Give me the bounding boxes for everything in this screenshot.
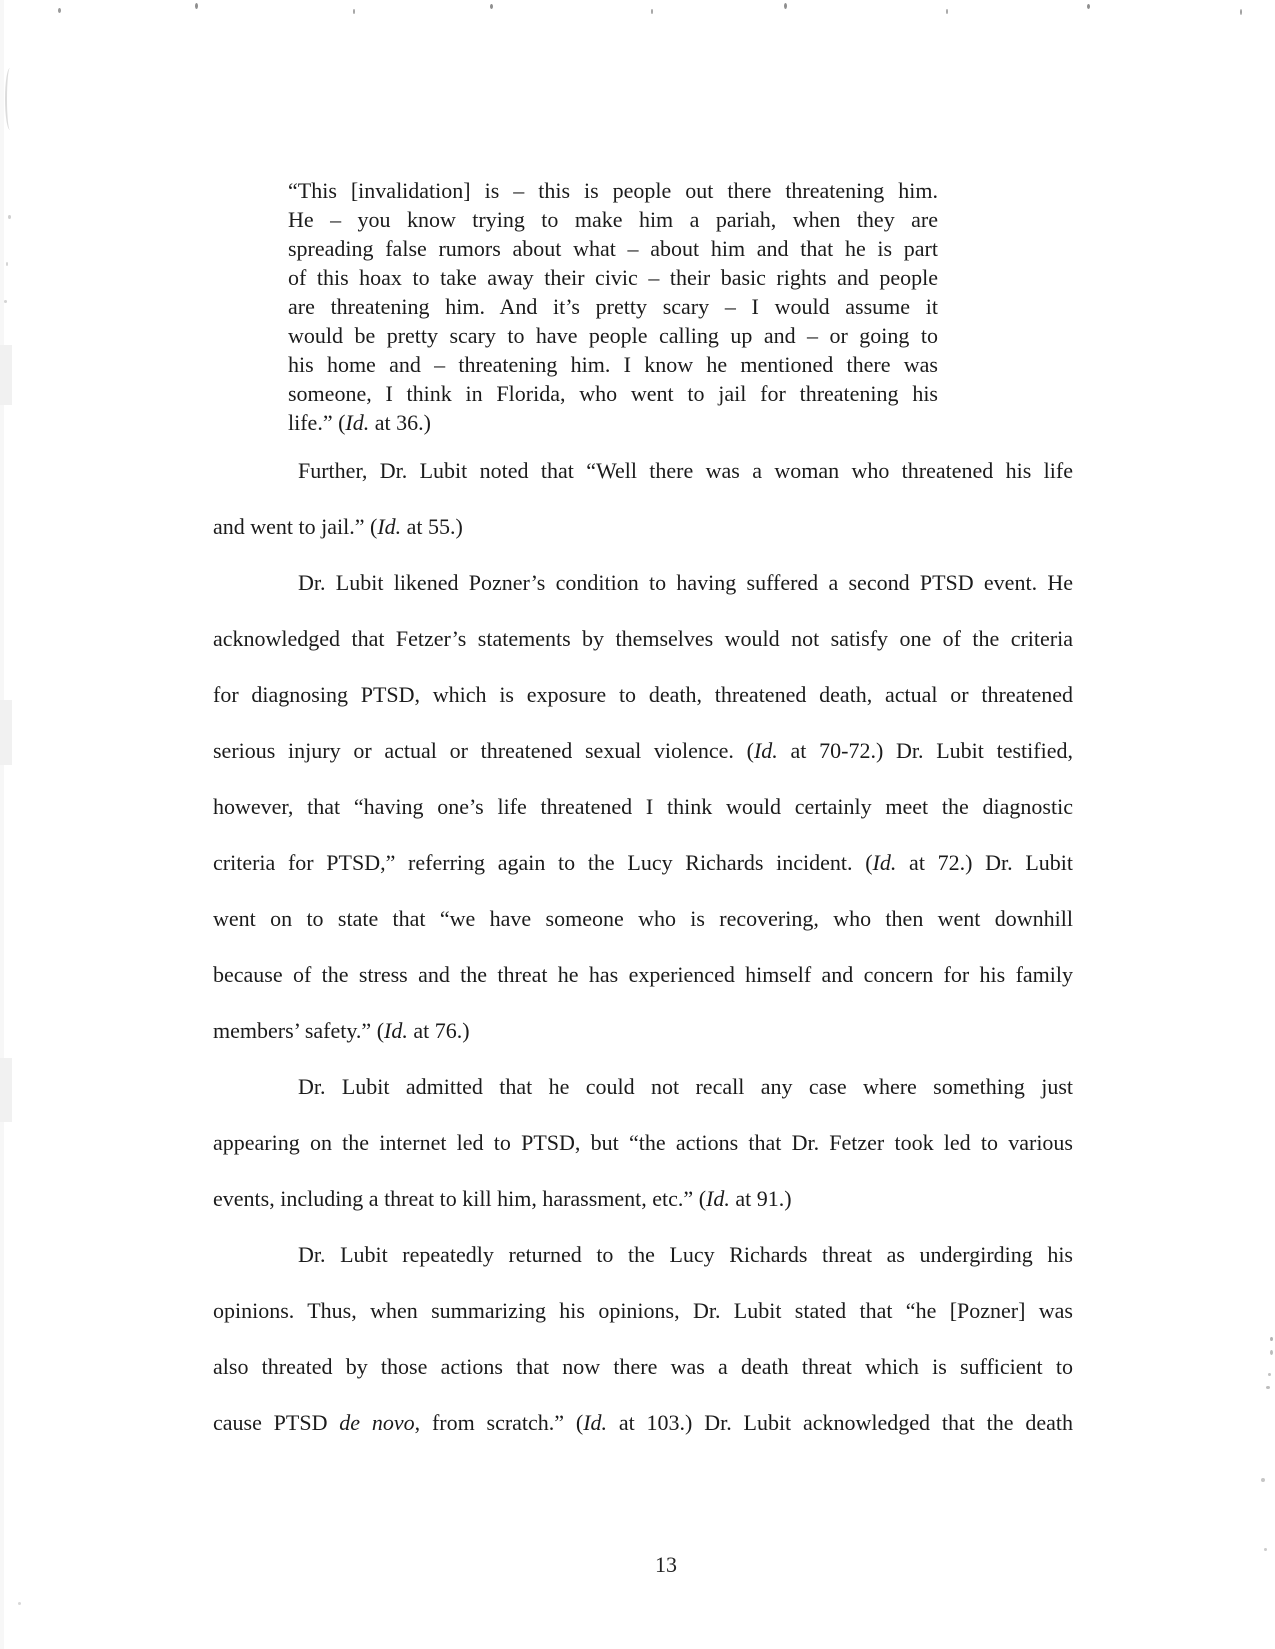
body-text bbox=[213, 443, 1073, 1451]
text-line: Further, Dr. Lubit noted that “Well there was a woman who threatened his life bbox=[298, 458, 1073, 483]
text-line: because of the stress and the threat he has experienced himself and concern for his family bbox=[213, 962, 1073, 987]
text-line: Dr. Lubit admitted that he could not recall any case where something just bbox=[298, 1074, 1073, 1099]
text-line: opinions. Thus, when summarizing his opinions, Dr. Lubit stated that “he [Pozner] was bbox=[213, 1298, 1073, 1323]
paragraph bbox=[213, 443, 1073, 555]
scan-artifact bbox=[18, 1602, 21, 1605]
scan-artifact bbox=[0, 1058, 12, 1122]
text-line: went on to state that “we have someone who is recovering, who then went downhill bbox=[213, 906, 1073, 931]
scan-artifact bbox=[1268, 1373, 1271, 1376]
text-line: spreading false rumors about what – about him and that he is part bbox=[288, 236, 938, 261]
text-line: are threatening him. And it’s pretty scary – I would assume it bbox=[288, 294, 938, 319]
scan-artifact bbox=[58, 8, 61, 13]
text-line: Dr. Lubit likened Pozner’s condition to having suffered a second PTSD event. He bbox=[298, 570, 1073, 595]
text-line: He – you know trying to make him a pariah, when they are bbox=[288, 207, 938, 232]
paragraph bbox=[213, 1227, 1073, 1451]
scan-artifact bbox=[0, 700, 12, 765]
text-line: appearing on the internet led to PTSD, but “the actions that Dr. Fetzer took led to various bbox=[213, 1130, 1073, 1155]
text-line: his home and – threatening him. I know he mentioned there was bbox=[288, 352, 938, 377]
text-line: and went to jail.” (Id. at 55.) bbox=[213, 514, 463, 539]
scan-artifact bbox=[6, 262, 8, 266]
text-line: for diagnosing PTSD, which is exposure to death, threatened death, actual or threatened bbox=[213, 682, 1073, 707]
scan-artifact bbox=[1266, 1386, 1270, 1389]
scan-artifact bbox=[5, 68, 15, 130]
text-line: members’ safety.” (Id. at 76.) bbox=[213, 1018, 470, 1043]
scan-artifact bbox=[353, 9, 355, 14]
text-line: criteria for PTSD,” referring again to the Lucy Richards incident. (Id. at 72.) Dr. Lubit bbox=[213, 850, 1073, 875]
scan-artifact bbox=[651, 9, 653, 14]
scan-artifact bbox=[784, 3, 787, 9]
scan-artifact bbox=[1087, 4, 1090, 9]
scan-artifact bbox=[1264, 1548, 1267, 1551]
scan-artifact bbox=[1270, 1350, 1273, 1355]
paragraph bbox=[213, 555, 1073, 1059]
scan-artifact bbox=[4, 300, 7, 303]
text-line: however, that “having one’s life threatened I think would certainly meet the diagnostic bbox=[213, 794, 1073, 819]
text-line: acknowledged that Fetzer’s statements by themselves would not satisfy one of the criteria bbox=[213, 626, 1073, 651]
scan-artifact bbox=[946, 9, 948, 14]
text-line: cause PTSD de novo, from scratch.” (Id. at 103.) Dr. Lubit acknowledged that the death bbox=[213, 1410, 1073, 1435]
block-quote bbox=[288, 176, 938, 437]
text-line: also threated by those actions that now there was a death threat which is sufficient to bbox=[213, 1354, 1073, 1379]
scan-artifact bbox=[195, 3, 198, 9]
text-line: of this hoax to take away their civic – their basic rights and people bbox=[288, 265, 938, 290]
paragraph bbox=[213, 1059, 1073, 1227]
scan-artifact bbox=[490, 4, 493, 9]
text-line: “This [invalidation] is – this is people out there threatening him. bbox=[288, 178, 938, 203]
scan-artifact bbox=[1261, 1478, 1265, 1482]
text-line: serious injury or actual or threatened sexual violence. (Id. at 70-72.) Dr. Lubit testified, bbox=[213, 738, 1073, 763]
scan-artifact bbox=[1270, 1337, 1273, 1341]
text-line: someone, I think in Florida, who went to jail for threatening his bbox=[288, 381, 938, 406]
scan-artifact bbox=[8, 215, 11, 219]
scan-artifact bbox=[0, 345, 12, 405]
text-line: events, including a threat to kill him, harassment, etc.” (Id. at 91.) bbox=[213, 1186, 792, 1211]
text-line: would be pretty scary to have people calling up and – or going to bbox=[288, 323, 938, 348]
scan-artifact bbox=[1240, 9, 1242, 15]
scan-artifact bbox=[0, 0, 4, 1649]
text-line: Dr. Lubit repeatedly returned to the Lucy Richards threat as undergirding his bbox=[298, 1242, 1073, 1267]
page-number: 13 bbox=[655, 1552, 677, 1577]
quote-citation-line: life.” (Id. at 36.) bbox=[288, 410, 431, 435]
